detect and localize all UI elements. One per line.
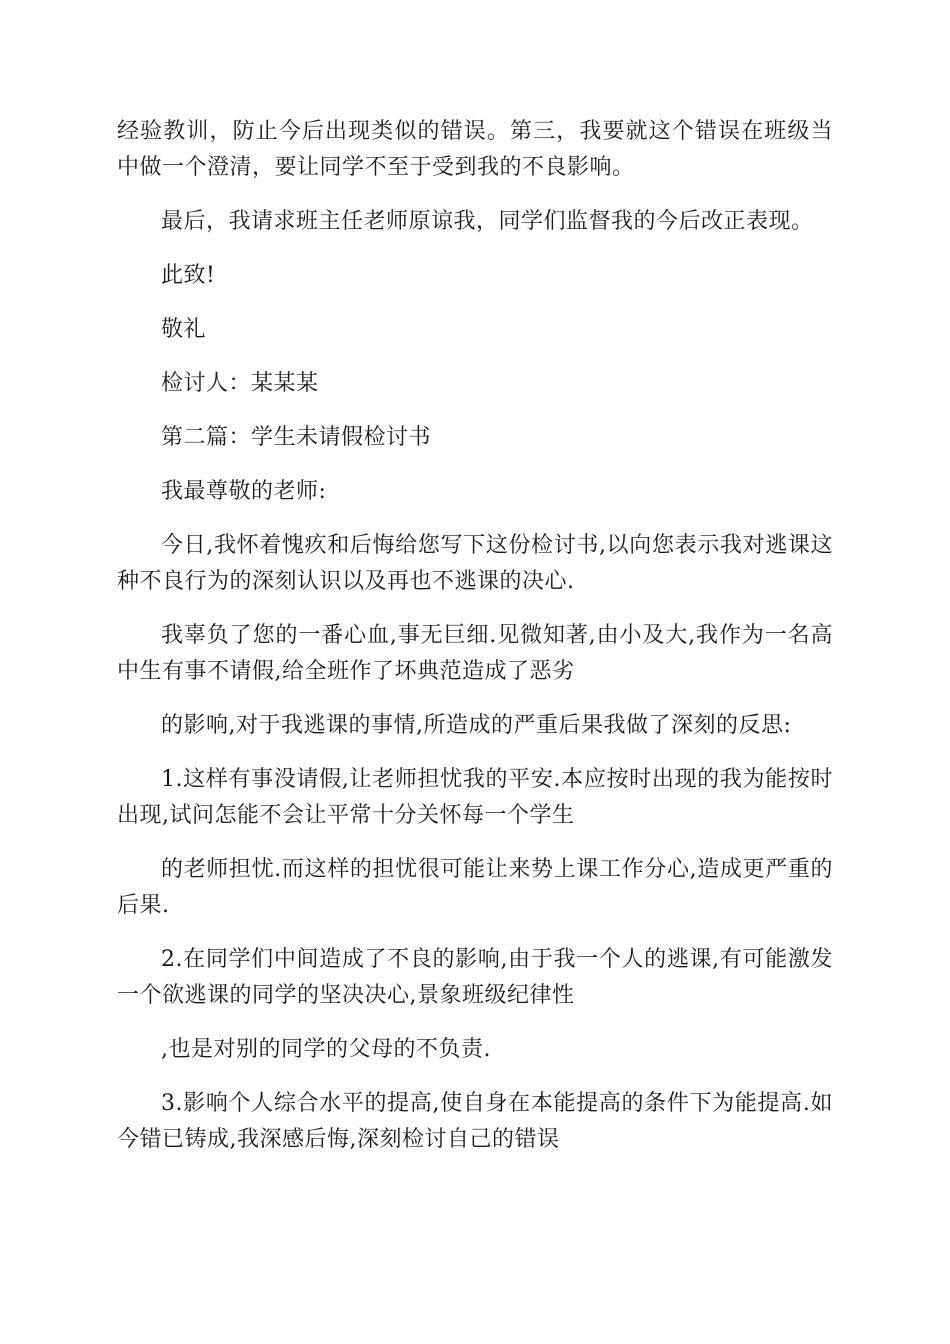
greeting: 我最尊敬的老师: — [161, 479, 327, 504]
list-item-2-continued: ,也是对别的同学的父母的不负责. — [161, 1037, 491, 1062]
paragraph-request-forgiveness: 最后，我请求班主任老师原谅我，同学们监督我的今后改正表现。 — [161, 209, 814, 234]
paragraph-lessons: 经验教训，防止今后出现类似的错误。第三，我要就这个错误在班级当中做一个澄清，要让同学不至于受到我的不良影响。 — [117, 119, 833, 180]
list-item-1-continued: 的老师担忧.而这样的担忧很可能让来势上课工作分心,造成更严重的后果. — [117, 857, 833, 918]
paragraph-disappointment: 我辜负了您的一番心血,事无巨细.见微知著,由小及大,我作为一名高中生有事不请假,给全班作了坏典范造成了恶劣 — [117, 623, 833, 684]
closing-salutation: 此致! — [161, 263, 216, 288]
paragraph-intro: 今日,我怀着愧疚和后悔给您写下这份检讨书,以向您表示我对逃课这种不良行为的深刻认识以及再也不逃课的决心. — [117, 533, 833, 594]
section-title: 第二篇：学生未请假检讨书 — [161, 425, 432, 450]
list-item-3: 3.影响个人综合水平的提高,使自身在本能提高的条件下为能提高.如今错已铸成,我深感后悔,深刻检讨自己的错误 — [117, 1091, 833, 1152]
list-item-1: 1.这样有事没请假,让老师担忧我的平安.本应按时出现的我为能按时出现,试问怎能不会让平常十分关怀每一个学生 — [117, 767, 833, 828]
closing-regards: 敬礼 — [161, 317, 207, 342]
list-item-2: 2.在同学们中间造成了不良的影响,由于我一个人的逃课,有可能激发一个欲逃课的同学的坚决决心,景象班级纪律性 — [117, 947, 833, 1008]
paragraph-reflection: 的影响,对于我逃课的事情,所造成的严重后果我做了深刻的反思: — [161, 713, 792, 738]
signature-line: 检讨人：某某某 — [161, 371, 319, 396]
